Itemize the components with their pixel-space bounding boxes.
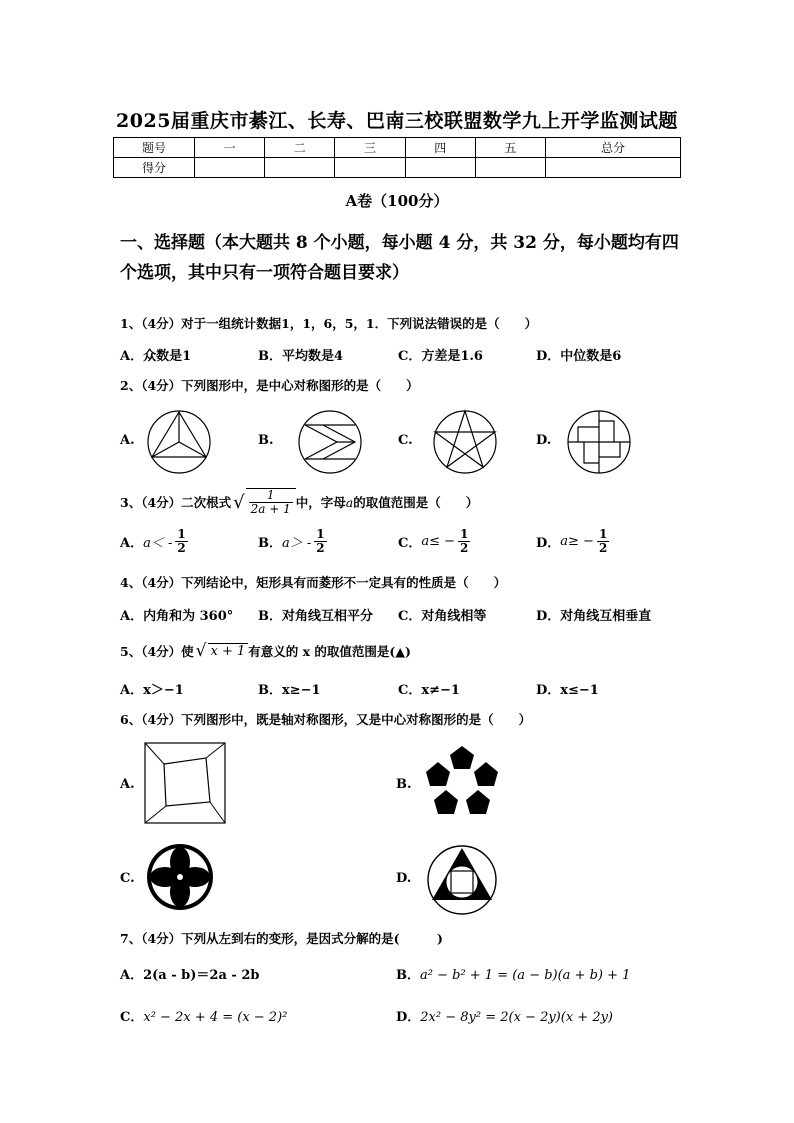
q3-option-b-label: B． bbox=[258, 536, 282, 551]
q4-option-c[interactable]: C．对角线相等 bbox=[398, 609, 487, 624]
q3-stem-prefix: 3、（4分）二次根式 bbox=[120, 495, 232, 510]
q6-stem: 6、（4分）下列图形中，既是轴对称图形，又是中心对称图形的是（ ） bbox=[120, 712, 532, 727]
header-cell: 四 bbox=[405, 138, 475, 158]
q1-option-d[interactable]: D．中位数是6 bbox=[536, 349, 622, 364]
q2-stem: 2、（4分）下列图形中，是中心对称图形的是（ ） bbox=[120, 378, 419, 393]
score-table bbox=[113, 137, 681, 178]
q6-label-d[interactable]: D. bbox=[396, 871, 412, 886]
q7-option-b[interactable] bbox=[396, 964, 630, 983]
header-cell: 三 bbox=[335, 138, 405, 158]
q6-label-b[interactable]: B. bbox=[396, 777, 412, 792]
header-cell: 一 bbox=[195, 138, 265, 158]
score-cell[interactable] bbox=[195, 158, 265, 178]
q3-option-d-label: D． bbox=[536, 536, 561, 551]
fraction-denominator: 2 bbox=[316, 541, 325, 555]
q7-option-a-label: A． bbox=[120, 968, 144, 983]
score-cell[interactable] bbox=[405, 158, 475, 178]
row-label: 得分 bbox=[114, 158, 195, 178]
q7-option-c-expr: x² − 2x + 4 = (x − 2)² bbox=[143, 1010, 288, 1025]
q3-option-c-label: C． bbox=[398, 536, 422, 551]
q3-variable: a bbox=[345, 494, 354, 510]
q3-option-c-expr: a≤ − bbox=[421, 534, 456, 549]
q5-option-d[interactable]: D．x≤−1 bbox=[536, 683, 599, 698]
header-cell: 二 bbox=[265, 138, 335, 158]
q2-figure-c-circle-star bbox=[432, 409, 498, 475]
q4-option-b[interactable]: B．对角线互相平分 bbox=[258, 609, 373, 624]
q6-figure-c-circle-petals bbox=[145, 842, 215, 912]
q4-stem: 4、（4分）下列结论中，矩形具有而菱形不一定具有的性质是（ ） bbox=[120, 575, 507, 590]
q6-figure-a-square-pinwheel bbox=[144, 742, 226, 824]
score-cell[interactable] bbox=[546, 158, 681, 178]
score-table-header-row bbox=[114, 138, 681, 158]
q7-option-b-label: B． bbox=[396, 968, 420, 983]
q3-option-a-fraction bbox=[175, 528, 187, 555]
q7-option-a[interactable] bbox=[120, 964, 259, 983]
fraction-numerator: 1 bbox=[177, 527, 186, 541]
radical-sign-icon: √ bbox=[195, 641, 207, 661]
q5-stem-suffix: 有意义的 x 的取值范围是(▲) bbox=[248, 644, 411, 659]
q1-option-a[interactable]: A．众数是1 bbox=[120, 349, 192, 364]
score-table-score-row bbox=[114, 158, 681, 178]
q1-stem: 1、（4分）对于一组统计数据1，1，6，5，1．下列说法错误的是（ ） bbox=[120, 316, 538, 331]
q3-radicand-numerator: 1 bbox=[249, 489, 293, 503]
q2-figure-d-circle-pinwheel bbox=[566, 409, 632, 475]
header-cell: 总分 bbox=[546, 138, 681, 158]
q7-option-b-expr: a² − b² + 1 = (a − b)(a + b) + 1 bbox=[420, 968, 631, 983]
q2-label-c[interactable]: C. bbox=[398, 433, 413, 448]
q7-option-a-expr: 2(a - b)＝2a - 2b bbox=[143, 968, 260, 983]
q6-label-a[interactable]: A. bbox=[120, 777, 135, 792]
q7-option-c[interactable] bbox=[120, 1006, 287, 1025]
q3-option-d-fraction bbox=[597, 528, 609, 555]
q6-figure-d-circle-triangle-square bbox=[426, 844, 498, 916]
q3-option-a-expr: a＜ - bbox=[143, 536, 173, 551]
score-cell[interactable] bbox=[265, 158, 335, 178]
volume-heading: A卷（100分） bbox=[345, 192, 449, 210]
header-cell: 五 bbox=[475, 138, 545, 158]
q3-stem-middle: 中，字母 bbox=[295, 495, 346, 510]
q5-radicand: x + 1 bbox=[208, 643, 249, 659]
q5-option-b[interactable]: B．x≥−1 bbox=[258, 683, 321, 698]
q1-option-b[interactable]: B．平均数是4 bbox=[258, 349, 344, 364]
q5-option-a[interactable]: A．x＞−1 bbox=[120, 683, 184, 698]
q2-label-b[interactable]: B. bbox=[258, 433, 274, 448]
q3-option-b[interactable] bbox=[258, 528, 327, 555]
fraction-denominator: 2 bbox=[598, 541, 608, 555]
q3-option-d[interactable] bbox=[536, 528, 609, 555]
header-cell: 题号 bbox=[114, 138, 195, 158]
q5-stem bbox=[120, 641, 411, 661]
q6-label-c[interactable]: C. bbox=[120, 871, 135, 886]
section-heading: 一、选择题（本大题共 8 个小题，每小题 4 分，共 32 分，每小题均有四个选项，其中只有一项符合题目要求） bbox=[120, 233, 679, 283]
q2-figure-b-circle-arrows bbox=[297, 409, 363, 475]
q3-option-c-fraction bbox=[458, 528, 470, 555]
q3-option-b-expr: a＞ - bbox=[282, 536, 312, 551]
fraction-numerator: 1 bbox=[316, 527, 325, 541]
q4-option-d[interactable]: D．对角线互相垂直 bbox=[536, 609, 652, 624]
q2-label-d[interactable]: D. bbox=[536, 433, 552, 448]
fraction-denominator: 2 bbox=[177, 541, 186, 555]
fraction-numerator: 1 bbox=[598, 527, 608, 541]
q5-option-c[interactable]: C．x≠−1 bbox=[398, 683, 460, 698]
q3-option-a[interactable] bbox=[120, 528, 188, 555]
q6-figure-b-pentagon-ring bbox=[424, 744, 500, 816]
score-cell[interactable] bbox=[335, 158, 405, 178]
q7-option-d-label: D． bbox=[396, 1010, 421, 1025]
page-title: 2025届重庆市綦江、长寿、巴南三校联盟数学九上开学监测试题 bbox=[116, 110, 678, 132]
q7-option-d-expr: 2x² − 8y² = 2(x − 2y)(x + 2y) bbox=[420, 1010, 614, 1025]
q5-stem-prefix: 5、（4分）使 bbox=[120, 644, 194, 659]
q3-radicand-denominator: 2a + 1 bbox=[250, 502, 291, 516]
q2-figure-a-circle-triangle bbox=[146, 409, 212, 475]
q2-label-a[interactable]: A. bbox=[120, 433, 135, 448]
radical-sign-icon: √ bbox=[233, 491, 245, 513]
q4-option-a[interactable]: A．内角和为 360° bbox=[120, 609, 234, 624]
q7-option-c-label: C． bbox=[120, 1010, 144, 1025]
q3-option-a-label: A． bbox=[120, 536, 144, 551]
q7-option-d[interactable] bbox=[396, 1006, 613, 1025]
q3-option-c[interactable] bbox=[398, 528, 470, 555]
q1-option-c[interactable]: C．方差是1.6 bbox=[398, 349, 483, 364]
q3-stem bbox=[120, 488, 478, 516]
fraction-denominator: 2 bbox=[460, 541, 469, 555]
fraction-numerator: 1 bbox=[460, 527, 469, 541]
q3-stem-end: 的取值范围是（ ） bbox=[353, 495, 479, 510]
q3-radicand bbox=[246, 488, 296, 516]
score-cell[interactable] bbox=[475, 158, 545, 178]
q3-option-b-fraction bbox=[314, 528, 326, 555]
q7-stem: 7、（4分）下列从左到右的变形，是因式分解的是( ) bbox=[120, 931, 443, 946]
q3-option-d-expr: a≥ − bbox=[560, 534, 594, 549]
